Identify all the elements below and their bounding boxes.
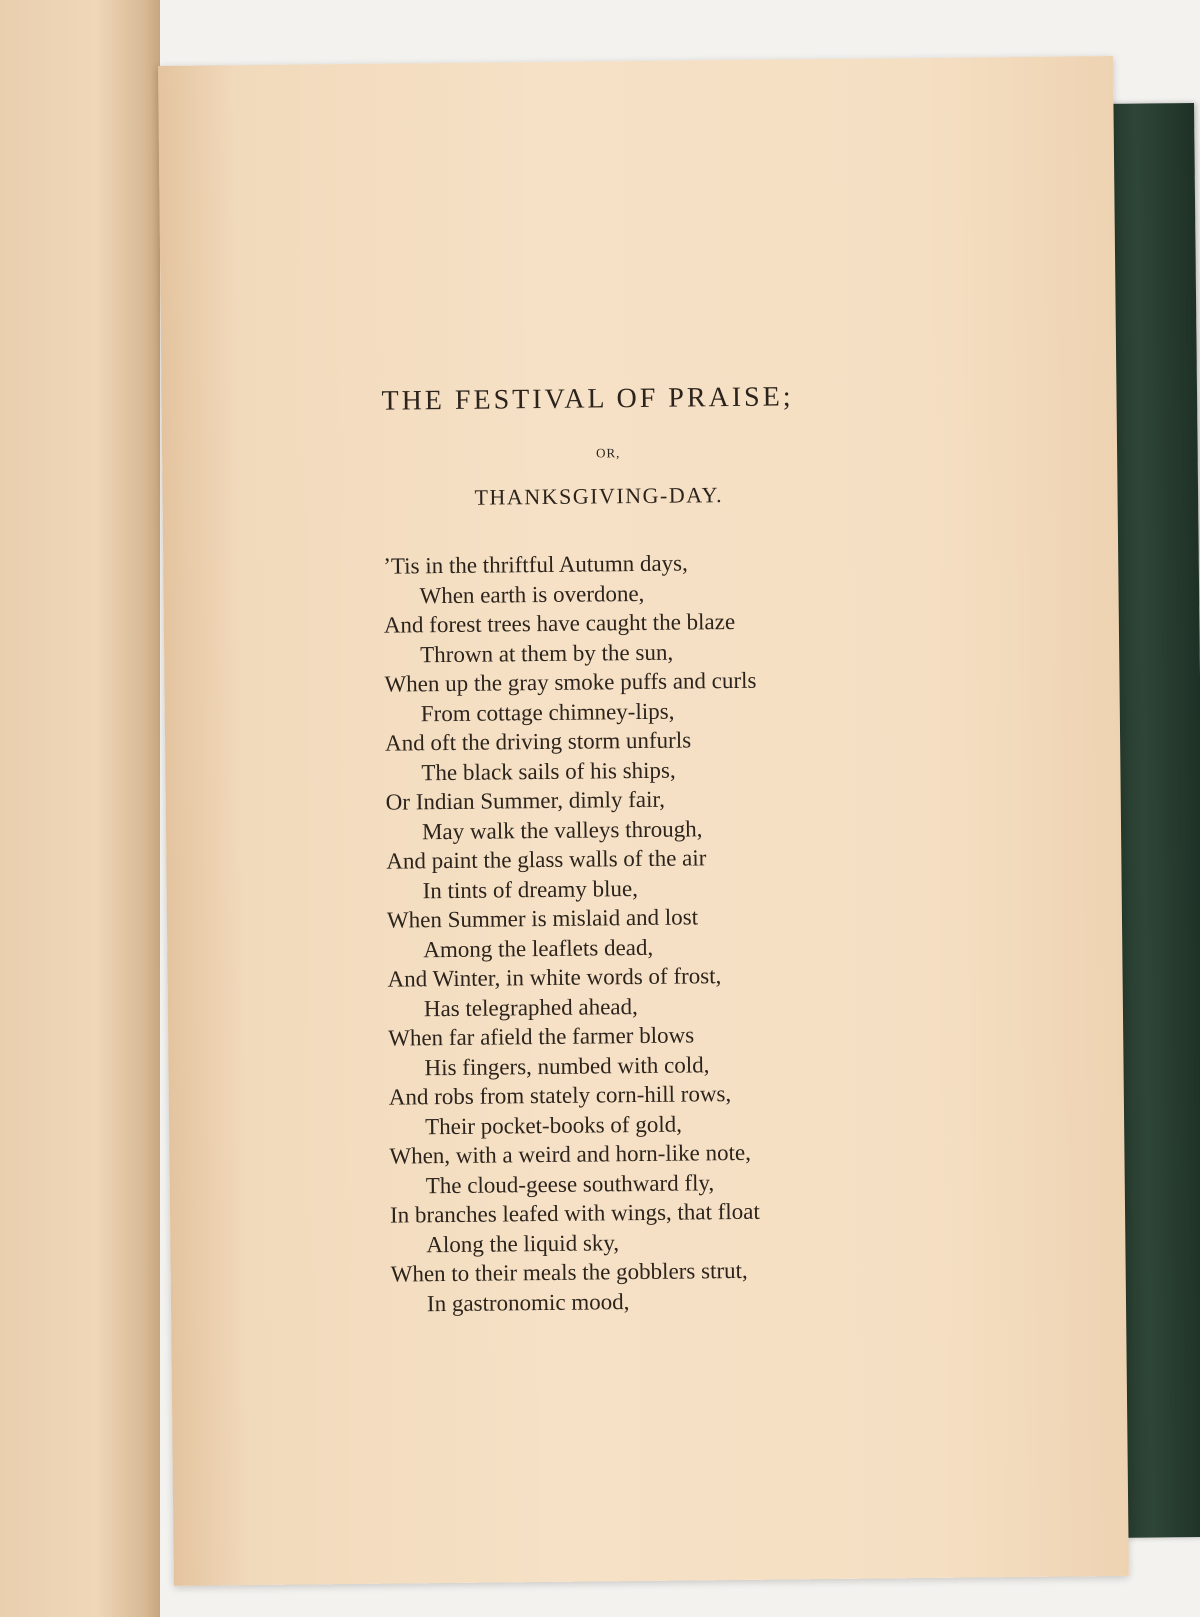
poem-line: Thrown at them by the sun, (420, 639, 674, 667)
poem-line: Has telegraphed ahead, (423, 993, 638, 1021)
poem-line: When far afield the farmer blows (388, 1022, 695, 1051)
poem-lines (383, 545, 991, 1318)
poem-subtitle: THANKSGIVING-DAY. (474, 482, 724, 510)
poem-line: The cloud-geese southward fly, (425, 1169, 715, 1198)
poem-line: When to their meals the gobblers strut, (390, 1257, 748, 1287)
poem-line: ’Tis in the thriftful Autumn days, (383, 550, 688, 579)
poem-line: When, with a weird and horn-like note, (389, 1139, 752, 1169)
poem-line: His fingers, numbed with cold, (424, 1051, 710, 1080)
poem-line: In tints of dreamy blue, (422, 875, 639, 903)
poem-line: And oft the driving storm unfurls (384, 727, 692, 756)
poem-line: May walk the valleys through, (421, 815, 703, 844)
poem-line: And Winter, in white words of frost, (387, 963, 722, 992)
poem-line: Along the liquid sky, (426, 1229, 620, 1257)
poem-line: And forest trees have caught the blaze (383, 608, 736, 638)
poem-line: When Summer is mislaid and lost (386, 904, 699, 933)
poem-line: In branches leafed with wings, that float (389, 1198, 760, 1228)
poem-line: And paint the glass walls of the air (386, 845, 707, 874)
left-facing-page (0, 0, 160, 1617)
poem-line: In gastronomic mood, (426, 1288, 630, 1316)
poem-line: And robs from stately corn-hill rows, (388, 1081, 732, 1110)
title-connector: OR, (595, 445, 621, 461)
poem-line: When up the gray smoke puffs and curls (384, 667, 757, 697)
poem-line: Or Indian Summer, dimly fair, (385, 786, 666, 815)
poem-title: THE FESTIVAL OF PRAISE; (381, 381, 794, 417)
poem-block (381, 379, 991, 1334)
poem-line: From cottage chimney-lips, (420, 698, 675, 726)
poem-line: Their pocket-books of gold, (424, 1111, 683, 1139)
poem-line: Among the leaflets dead, (423, 934, 654, 962)
poem-line: The black sails of his ships, (421, 757, 676, 785)
book-page (158, 56, 1129, 1586)
poem-line: When earth is overdone, (419, 580, 645, 608)
